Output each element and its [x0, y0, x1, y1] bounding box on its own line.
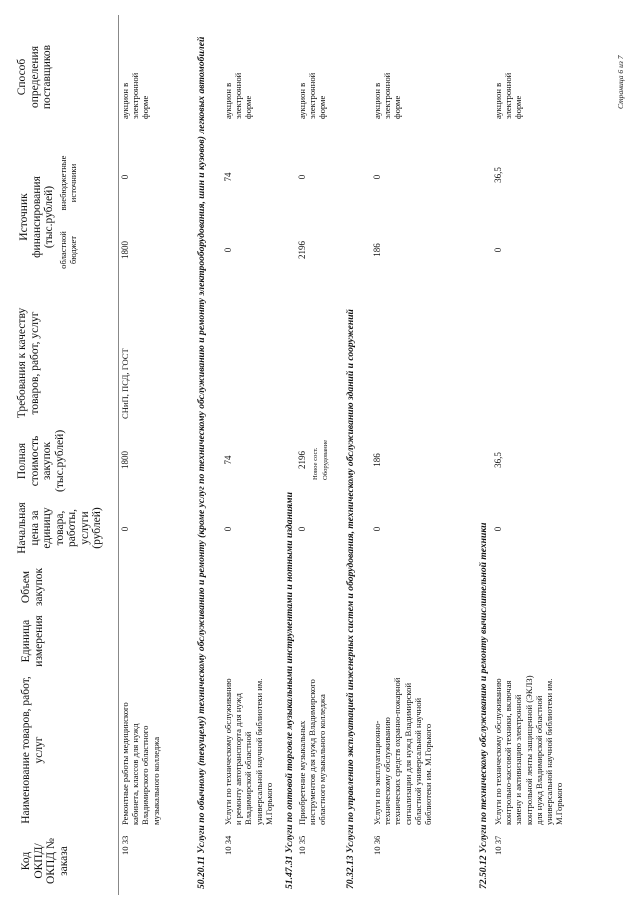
- row-regional: 1800: [120, 241, 130, 259]
- section-title: Услуги по техническому обслуживанию и ремонту вычислительной техники: [478, 522, 489, 854]
- row-regional: 186: [372, 243, 382, 257]
- row-price: 0: [120, 526, 130, 532]
- row-method: аукцион в электронной форме: [223, 72, 254, 119]
- row-total: 186: [372, 453, 382, 467]
- section-code: 70.32.13: [345, 855, 356, 889]
- row-total: 74: [223, 455, 233, 465]
- row-total: 36,5: [493, 452, 503, 468]
- row-code: 10 35: [297, 835, 307, 855]
- row-code: 10 34: [223, 835, 233, 855]
- header-code: Код ОКПД/ ОКПД № заказа: [20, 838, 70, 884]
- section-title: Услуги по обычному (текущему) техническому обслуживанию и ремонту (кроме услуг по техническому обслуживанию и ремонту электрооборудования, шин и кузовов) легковых автомобилей: [196, 36, 207, 854]
- row-method: аукцион в электронной форме: [493, 72, 524, 119]
- row-requirements-line2: Оборудование: [322, 439, 329, 480]
- row-extra: 36,5: [493, 167, 503, 183]
- header-price: Начальная цена за единицу товара, работы, услуги (рублей): [16, 502, 103, 554]
- row-total: 1800: [120, 451, 130, 469]
- row-extra: 74: [223, 172, 233, 182]
- row-name: Приобретение музыкальных инструментов для нужд Владимирского областного музыкального колледжа: [297, 679, 328, 825]
- row-regional: 2196: [297, 241, 307, 259]
- header-name: Наименование товаров, работ, услуг: [20, 676, 45, 824]
- section-code: 50.20.11: [196, 855, 207, 889]
- row-extra: 0: [120, 174, 130, 180]
- row-total: 2196: [297, 451, 307, 469]
- row-name: Ремонтные работы медицинского кабинета, классов для нужд Владимирского областного музыкального колледжа: [120, 702, 161, 825]
- header-divider: [118, 15, 119, 895]
- section-heading: [478, 19, 489, 889]
- row-price: 0: [372, 526, 382, 532]
- row-name: Услуги по техническому обслуживанию контрольно-кассовой техники, включая замену и активизацию электронной контрольной ленты защищенной (ЭКЛЗ) для нужд Владимирской областной универсальной научной библиотеки им. М.Горького: [493, 675, 565, 825]
- row-code: 10 37: [493, 835, 503, 855]
- section-code: 51.47.31: [284, 855, 295, 889]
- row-regional: 0: [493, 247, 503, 253]
- header-source: Источник финансирования (тыс.рублей): [18, 176, 55, 258]
- row-method: аукцион в электронной форме: [297, 72, 328, 119]
- header-requirements: Требования к качеству товаров, работ, услуг: [16, 307, 41, 419]
- row-price: 0: [297, 526, 307, 532]
- section-title: Услуги по управлению эксплуатацией инженерных систем и оборудования, техническому обслуживанию зданий и сооружений: [345, 309, 356, 854]
- row-requirements-line1: Новое сост.: [312, 447, 319, 480]
- row-method: аукцион в электронной форме: [120, 72, 151, 119]
- section-heading: [196, 19, 207, 889]
- header-source-regional: областной бюджет: [58, 231, 79, 269]
- row-price: 0: [223, 526, 233, 532]
- row-extra: 0: [372, 174, 382, 180]
- row-price: 0: [493, 526, 503, 532]
- row-code: 10 36: [372, 835, 382, 855]
- row-requirements: СНиП, ПСД, ГОСТ: [120, 348, 130, 419]
- section-heading: [345, 19, 356, 889]
- row-name: Услуги по техническому обслуживанию и ремонту автотранспорта для нужд Владимирской областной универсальной научной библиотеки им. М.Горького: [223, 678, 274, 825]
- header-source-extra: внебюджетные источники: [58, 155, 79, 211]
- row-name: Услуги по эксплуатационно-техническому обслуживанию технических средств охранно-пожарной сигнализации для нужд Владимирской областной универсальной научной библиотеки им. М.Горького: [372, 677, 434, 825]
- header-unit: Единица измерения: [20, 615, 45, 667]
- header-volume: Объем закупок: [20, 567, 45, 607]
- section-title: Услуги по оптовой торговле музыкальными инструментами и нотными изданиями: [284, 492, 295, 854]
- row-extra: 0: [297, 174, 307, 180]
- header-total: Полная стоимость закупок (тыс.рублей): [16, 429, 66, 492]
- section-code: 72.50.12: [478, 855, 489, 889]
- row-code: 10 33: [120, 835, 130, 855]
- row-regional: 0: [223, 247, 233, 253]
- page-number: Страница 6 из 7: [616, 55, 625, 109]
- header-method: Способ определения поставщиков: [16, 44, 53, 110]
- row-method: аукцион в электронной форме: [372, 72, 403, 119]
- section-heading: [284, 19, 295, 889]
